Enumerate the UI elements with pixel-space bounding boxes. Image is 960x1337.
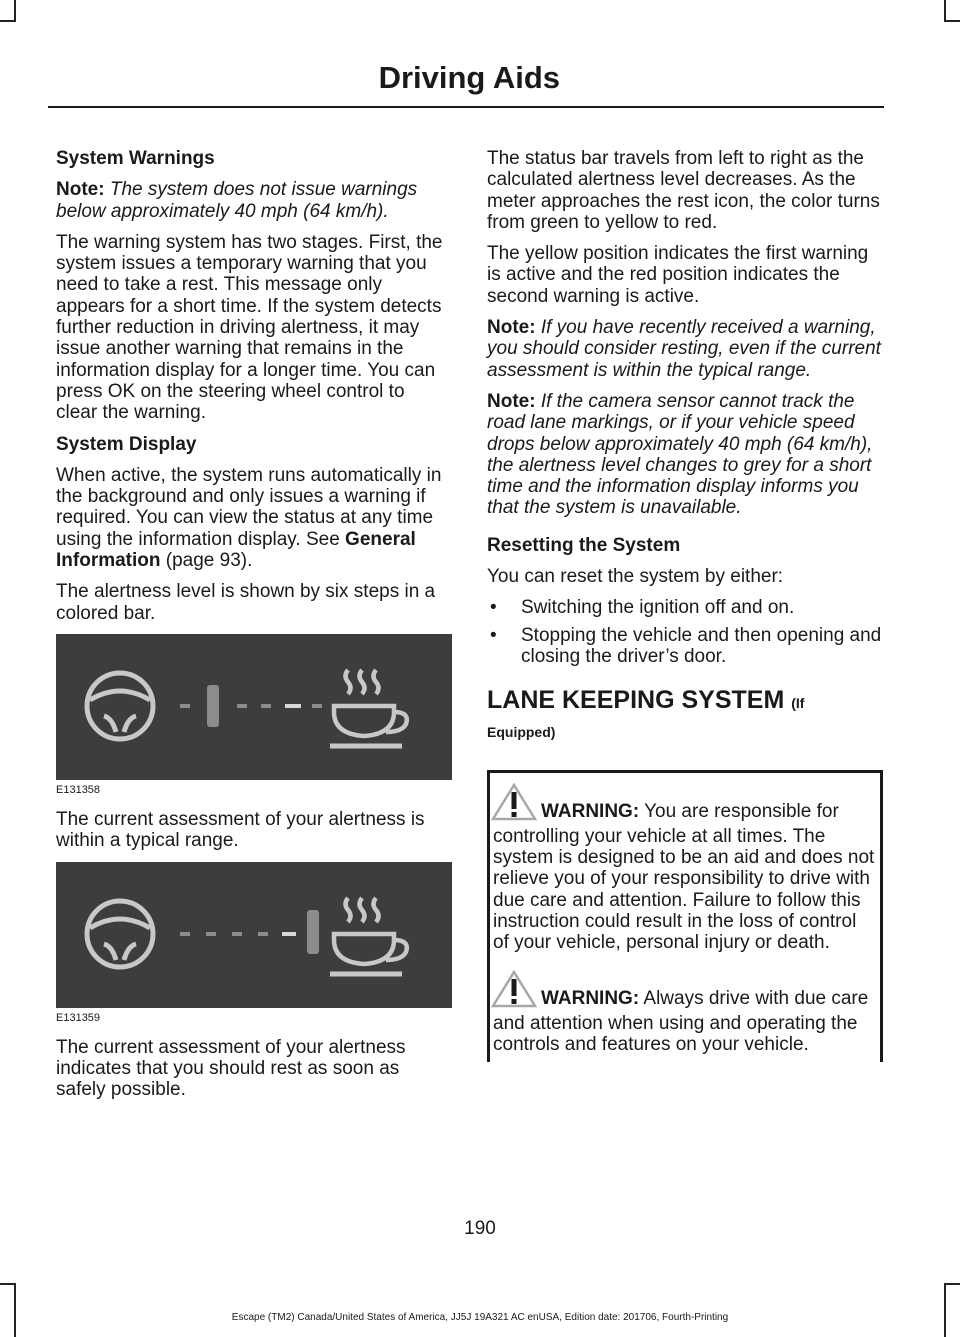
figure-code: E131359: [56, 1011, 101, 1024]
crop-mark-top-right-h: [944, 20, 960, 22]
figure-code: E131358: [56, 783, 101, 796]
paragraph-system-display: When active, the system runs automatically in the background and only issues a warning if required. You can view the status at any time using the information display. See General Information (page 93).: [56, 464, 442, 572]
warning-text: You are responsible for controlling your vehicle at all times. The system is designed to be an aid and does not relieve you of your responsibility to drive with due care and attention. Failure to follow this instruction could result in the loss of control of your vehicle, personal injury or death.: [493, 800, 875, 954]
paragraph-typical-range: The current assessment of your alertness is within a typical range.: [56, 808, 425, 852]
crop-mark-top-left-v: [14, 0, 16, 22]
steering-wheel-icon: [87, 673, 153, 739]
footer-edition: Escape (TM2) Canada/United States of America, JJ5J 19A321 AC enUSA, Edition date: 201706, Fourth-Printing: [231, 1312, 729, 1323]
crop-mark-bottom-right-v: [944, 1283, 946, 1337]
crop-mark-top-left-h: [0, 20, 16, 22]
right-column: [487, 148, 883, 1062]
warning-triangle-icon: [491, 783, 537, 826]
note-text: If you have recently received a warning, you should consider resting, even if the current assessment is within the typical range.: [487, 317, 881, 381]
crop-mark-bottom-left-h: [0, 1283, 16, 1285]
page-number: 190: [464, 1218, 496, 1239]
note-label: Note:: [487, 317, 536, 339]
warning-due-care: [493, 970, 875, 1056]
warning-triangle-icon: [491, 970, 537, 1013]
list-item: • Stopping the vehicle and then opening and closing the driver’s door.: [490, 624, 882, 667]
paragraph-reset-either: You can reset the system by either:: [487, 566, 784, 588]
note-text: The system does not issue warnings below approximately 40 mph (64 km/h).: [56, 179, 418, 222]
left-column: [56, 148, 450, 1110]
warning-box: [487, 770, 883, 1062]
link-general-information[interactable]: General Information: [56, 528, 416, 572]
paragraph-yellow-red: The yellow position indicates the first warning is active and the red position indicates the second warning is active.: [487, 243, 869, 307]
alertness-bar: [180, 685, 322, 727]
warning-responsibility: [493, 783, 875, 954]
header-rule: [48, 106, 884, 108]
note-text: If the camera sensor cannot track the road lane markings, or if your vehicle speed drops below approximately 40 mph (64 km/h), the alertness level changes to grey for a short time and the information display informs you that the system is unavailable.: [487, 390, 873, 519]
warning-label: WARNING:: [541, 800, 640, 822]
figure-alertness-rest: [56, 862, 452, 1008]
steering-wheel-icon: [87, 901, 153, 967]
heading-equipped: Equipped): [487, 724, 556, 741]
warning-text: Always drive with due care and attention when using and operating the controls and features on your vehicle.: [493, 987, 869, 1056]
list-item: • Switching the ignition off and on.: [490, 597, 795, 619]
warning-label: WARNING:: [541, 987, 640, 1009]
note-recent-warning: [487, 317, 883, 381]
figure-alertness-typical: [56, 634, 452, 780]
note-camera-sensor: [487, 391, 883, 519]
reset-list: [487, 597, 883, 667]
heading-resetting: Resetting the System: [487, 534, 681, 556]
coffee-cup-icon: [330, 670, 407, 746]
crop-mark-top-right-v: [944, 0, 946, 22]
paragraph-warning-stages: The warning system has two stages. First, the system issues a temporary warning that you need to take a rest. This message only appears for a short time. If the system detects further reduction in driving alertness, it may issue another warning that remains in the information display for a longer time. You can press OK on the steering wheel control to clear the warning.: [56, 231, 443, 424]
note-label: Note:: [56, 179, 105, 201]
alertness-bar: [180, 910, 319, 954]
coffee-cup-icon: [330, 898, 407, 974]
crop-mark-bottom-right-h: [944, 1283, 960, 1285]
heading-system-warnings: System Warnings: [56, 148, 215, 169]
heading-system-display: System Display: [56, 433, 197, 455]
note-speed: [56, 179, 450, 222]
paragraph-alertness-steps: The alertness level is shown by six steps in a colored bar.: [56, 581, 436, 624]
crop-mark-bottom-left-v: [14, 1283, 16, 1337]
note-label: Note:: [487, 390, 536, 412]
heading-lane-keeping: LANE KEEPING SYSTEM (If: [487, 686, 805, 715]
paragraph-rest-soon: The current assessment of your alertness indicates that you should rest as soon as safely possible.: [56, 1036, 406, 1101]
section-title: Driving Aids: [378, 60, 560, 95]
paragraph-status-bar: The status bar travels from left to right as the calculated alertness level decreases. As the meter approaches the rest icon, the color turns from green to yellow to red.: [487, 148, 880, 233]
